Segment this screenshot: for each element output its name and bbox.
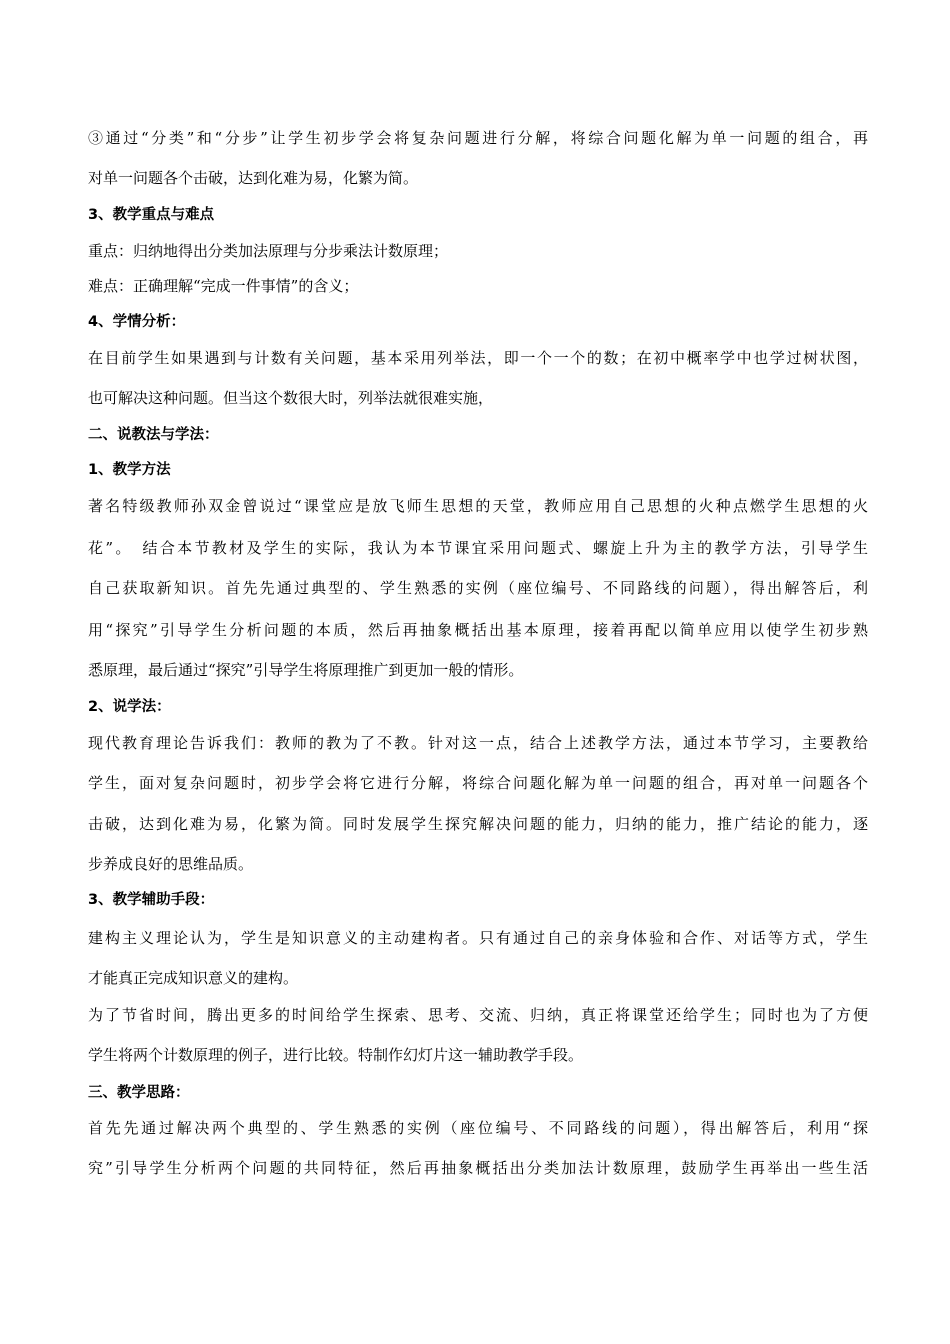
paragraph-line: 对单一问题各个击破，达到化难为易，化繁为简。 xyxy=(88,169,419,187)
paragraph-line: ③通过“分类”和“分步”让学生初步学会将复杂问题进行分解，将综合问题化解为单一问题的组合，再 xyxy=(88,129,868,147)
paragraph-line: 悉原理，最后通过“探究”引导学生将原理推广到更加一般的情形。 xyxy=(88,661,524,679)
paragraph-line: 究”引导学生分析两个问题的共同特征，然后再抽象概括出分类加法计数原理，鼓励学生再举出一些生活 xyxy=(88,1159,868,1177)
section-heading: 二、说教法与学法： xyxy=(88,427,219,443)
paragraph-line: 难点：正确理解“完成一件事情”的含义； xyxy=(88,277,359,295)
paragraph-line: 击破，达到化难为易，化繁为简。同时发展学生探究解决问题的能力，归纳的能力，推广结论的能力，逐 xyxy=(88,815,868,833)
section-heading: 3、教学重点与难点 xyxy=(88,207,215,223)
section-heading: 三、教学思路： xyxy=(88,1085,190,1101)
paragraph-line: 步养成良好的思维品质。 xyxy=(88,855,254,873)
paragraph-line: 在目前学生如果遇到与计数有关问题，基本采用列举法，即一个一个的数；在初中概率学中也学过树状图， xyxy=(88,349,868,367)
paragraph-line: 重点：归纳地得出分类加法原理与分步乘法计数原理； xyxy=(88,242,449,260)
paragraph-line: 学生将两个计数原理的例子，进行比较。特制作幻灯片这一辅助教学手段。 xyxy=(88,1046,584,1064)
paragraph-line: 也可解决这种问题。但当这个数很大时，列举法就很难实施， xyxy=(88,389,494,407)
paragraph-line: 用“探究”引导学生分析问题的本质，然后再抽象概括出基本原理，接着再配以简单应用以使学生初步熟 xyxy=(88,621,868,639)
section-heading: 4、学情分析： xyxy=(88,314,186,330)
paragraph-line: 现代教育理论告诉我们：教师的教为了不教。针对这一点，结合上述教学方法，通过本节学习，主要教给 xyxy=(88,734,868,752)
paragraph-line: 首先先通过解决两个典型的、学生熟悉的实例（座位编号、不同路线的问题），得出解答后，利用“探 xyxy=(88,1119,868,1137)
paragraph-line: 花”。 结合本节教材及学生的实际，我认为本节课宜采用问题式、螺旋上升为主的教学方法，引导学生 xyxy=(88,539,868,557)
paragraph-line: 学生，面对复杂问题时，初步学会将它进行分解，将综合问题化解为单一问题的组合，再对单一问题各个 xyxy=(88,774,868,792)
paragraph-line: 为了节省时间，腾出更多的时间给学生探索、思考、交流、归纳，真正将课堂还给学生；同时也为了方便 xyxy=(88,1006,868,1024)
section-heading: 3、教学辅助手段： xyxy=(88,892,215,908)
section-heading: 1、教学方法 xyxy=(88,462,171,478)
paragraph-line: 建构主义理论认为，学生是知识意义的主动建构者。只有通过自己的亲身体验和合作、对话等方式，学生 xyxy=(88,929,868,947)
paragraph-line: 才能真正完成知识意义的建构。 xyxy=(88,969,299,987)
section-heading: 2、说学法： xyxy=(88,699,171,715)
paragraph-line: 自己获取新知识。首先先通过典型的、学生熟悉的实例（座位编号、不同路线的问题），得出解答后，利 xyxy=(88,579,868,597)
paragraph-line: 著名特级教师孙双金曾说过“课堂应是放飞师生思想的天堂，教师应用自己思想的火种点燃学生思想的火 xyxy=(88,497,868,515)
